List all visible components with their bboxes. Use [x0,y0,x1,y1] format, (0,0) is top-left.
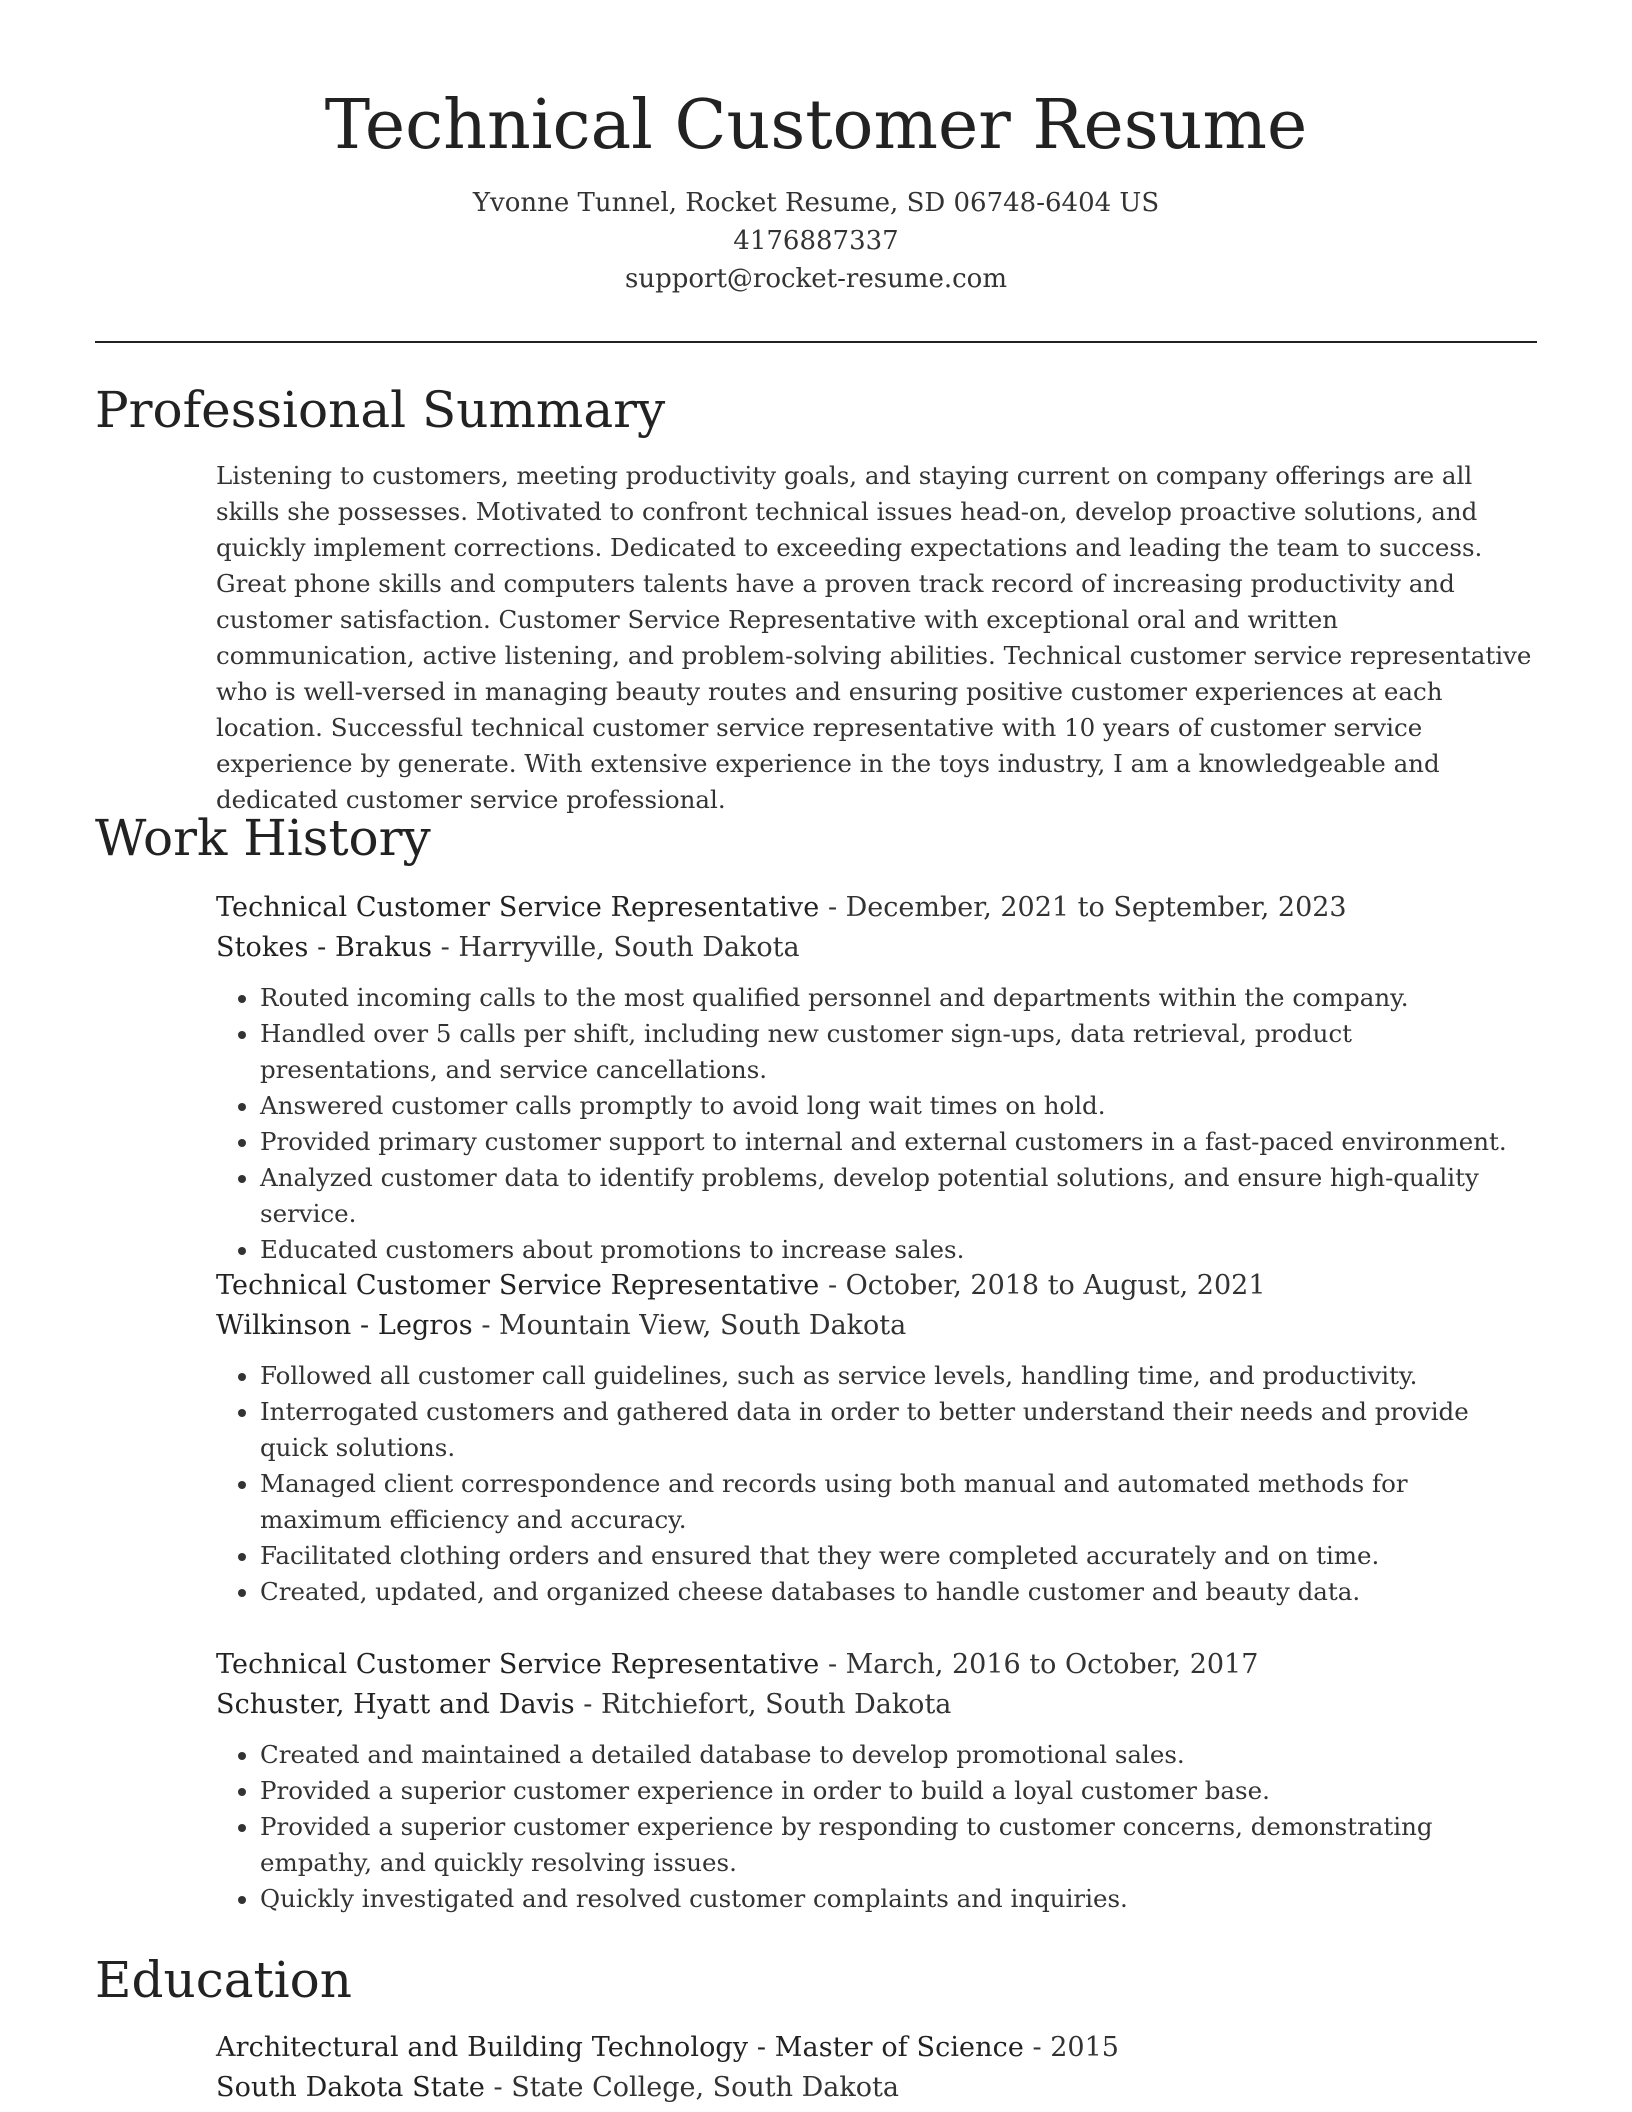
list-item: • Created and maintained a detailed database to develop promotional sales. [260,1737,1532,1773]
job-title-line [216,1645,1532,1685]
job-company-line [216,1685,1532,1725]
list-item: • Answered customer calls promptly to avoid long wait times on hold. [260,1088,1532,1124]
job-dates: - December, 2021 to September, 2023 [819,892,1347,923]
list-item: • Facilitated clothing orders and ensured that they were completed accurately and on time. [260,1538,1532,1574]
job-dates: - October, 2018 to August, 2021 [819,1270,1266,1301]
job-company: Stokes - Brakus [216,932,433,963]
education-school: South Dakota State [216,2072,485,2103]
job-bullets [216,1737,1532,1917]
summary-heading: Professional Summary [95,381,666,439]
summary-text: Listening to customers, meeting productivity goals, and staying current on company offerings are all skills she possesses. Motivated to confront technical issues head-on, develop proactive solutions, and quickly implement corrections. Dedicated to exceeding expectations and leading the team to success. Great phone skills and computers talents have a proven track record of increasing productivity and customer satisfaction. Customer Service Representative with exceptional oral and written communication, active listening, and problem-solving abilities. Technical customer service representative who is well-versed in managing beauty routes and ensuring positive customer experiences at each location. Successful technical customer service representative with 10 years of customer service experience by generate. With extensive experience in the toys industry, I am a knowledgeable and dedicated customer service professional. [216,461,1532,814]
list-item: • Quickly investigated and resolved customer complaints and inquiries. [260,1881,1532,1917]
list-item: • Created, updated, and organized cheese databases to handle customer and beauty data. [260,1574,1532,1610]
job-location: - Ritchiefort, South Dakota [574,1689,952,1720]
job-title: Technical Customer Service Representative [216,1649,820,1680]
job-company-line [216,928,1532,968]
job-company-line [216,1306,1532,1346]
education-school-line [216,2068,1532,2108]
list-item: • Provided primary customer support to internal and external customers in a fast-paced environment. [260,1124,1532,1160]
summary-section [216,458,1532,818]
job-entry [216,888,1532,1268]
list-item: • Routed incoming calls to the most qualified personnel and departments within the company. [260,980,1532,1016]
list-item: • Analyzed customer data to identify problems, develop potential solutions, and ensure high-quality service. [260,1160,1532,1232]
job-company: Schuster, Hyatt and Davis [216,1689,575,1720]
education-year: - 2015 [1023,2032,1119,2063]
contact-phone: 4176887337 [733,226,899,256]
job-dates: - March, 2016 to October, 2017 [819,1649,1259,1680]
job-title-line [216,888,1532,928]
list-item: • Interrogated customers and gathered data in order to better understand their needs and provide quick solutions. [260,1394,1532,1466]
education-degree-line [216,2028,1532,2068]
job-title: Technical Customer Service Representative [216,1270,820,1301]
education-entry [216,2028,1532,2108]
list-item: • Managed client correspondence and records using both manual and automated methods for maximum efficiency and accuracy. [260,1466,1532,1538]
resume-title: Technical Customer Resume [324,86,1308,165]
job-title-line [216,1266,1532,1306]
job-location: - Mountain View, South Dakota [472,1310,907,1341]
job-bullets [216,1358,1532,1610]
contact-address: Yvonne Tunnel, Rocket Resume, SD 06748-6404 US [472,188,1160,218]
job-bullets [216,980,1532,1268]
education-degree: Architectural and Building Technology - Master of Science [216,2032,1024,2063]
job-entry [216,1266,1532,1610]
education-heading: Education [95,1951,352,2009]
contact-email: support@rocket-resume.com [624,264,1007,294]
list-item: • Followed all customer call guidelines, such as service levels, handling time, and productivity. [260,1358,1532,1394]
list-item: • Educated customers about promotions to increase sales. [260,1232,1532,1268]
work-history-heading: Work History [95,809,431,867]
job-entry [216,1645,1532,1917]
resume-header [0,78,1632,298]
list-item: • Provided a superior customer experience in order to build a loyal customer base. [260,1773,1532,1809]
job-title: Technical Customer Service Representative [216,892,820,923]
job-location: - Harryville, South Dakota [432,932,800,963]
list-item: • Handled over 5 calls per shift, including new customer sign-ups, data retrieval, product presentations, and service cancellations. [260,1016,1532,1088]
list-item: • Provided a superior customer experience by responding to customer concerns, demonstrating empathy, and quickly resolving issues. [260,1809,1532,1881]
header-divider [95,341,1537,343]
job-company: Wilkinson - Legros [216,1310,473,1341]
education-location: - State College, South Dakota [484,2072,899,2103]
